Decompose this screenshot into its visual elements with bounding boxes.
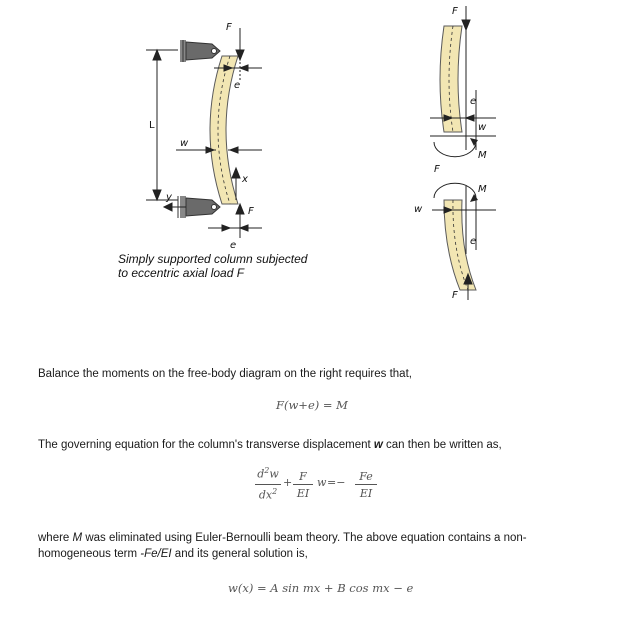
- p3-d: and its general solution is,: [171, 548, 308, 560]
- eq2-w: w: [269, 467, 279, 481]
- p2-text-a: The governing equation for the column's transverse displacement: [38, 439, 374, 451]
- eq2-sup: 2: [264, 466, 270, 475]
- label-e-right-bottom: e: [470, 236, 477, 247]
- moment-arc-top: [434, 142, 476, 157]
- p3-line-2: [38, 546, 527, 562]
- label-x: x: [242, 174, 248, 185]
- label-M-bottom: M: [478, 184, 487, 195]
- label-F-right-bottom: F: [452, 290, 458, 301]
- label-e-right-top: e: [470, 96, 477, 107]
- eq2-F: F: [299, 470, 307, 483]
- eq2-dx: dx: [258, 488, 273, 502]
- p3-term: -Fe/EI: [140, 548, 172, 560]
- p2-text-b: can then be written as,: [382, 439, 502, 451]
- p2-var-w: w: [373, 439, 383, 451]
- label-w-right-top: w: [478, 122, 487, 133]
- eq2-Fe: Fe: [359, 470, 373, 483]
- label-F-bottom: F: [248, 206, 254, 217]
- label-L: L: [149, 120, 155, 131]
- p3-line-1: [38, 530, 527, 546]
- label-F-right-top: F: [452, 6, 458, 17]
- p3-b: was eliminated using Euler-Bernoulli beam theory. The above equation contains a non-: [82, 532, 527, 544]
- p3-M: M: [72, 532, 83, 544]
- paragraph-moment-balance: Balance the moments on the free-body diagram on the right requires that,: [38, 368, 412, 380]
- eq2-EI: EI: [296, 487, 310, 500]
- label-e-bottom: e: [230, 240, 237, 251]
- eq2-eqminus: =−: [327, 476, 346, 489]
- eccentricity-bottom: [208, 225, 262, 231]
- label-y: y: [166, 192, 172, 203]
- eq2-wvar: w: [317, 476, 327, 489]
- eq2-d: d: [257, 467, 265, 481]
- top-pin-support: [180, 40, 220, 62]
- equation-general-solution: w(x) = A sin mx + B cos mx − e: [228, 581, 414, 595]
- caption-line-1: Simply supported column subjected: [118, 252, 308, 266]
- column-diagram: [0, 0, 640, 310]
- moment-arc-bottom: [434, 183, 476, 198]
- load-arrow-bottom: [236, 204, 244, 238]
- load-arrow-top: [236, 28, 244, 80]
- diagram-caption: [118, 252, 307, 280]
- eq2-plus: +: [283, 476, 293, 489]
- label-w-left: w: [180, 138, 189, 149]
- p3-a: where: [38, 532, 73, 544]
- equation-moment: F(w+e) = M: [276, 398, 348, 412]
- label-F-top: F: [226, 22, 232, 33]
- equation-governing: [255, 466, 385, 512]
- load-arrow-right-top: [462, 6, 470, 30]
- p3-c: homogeneous term: [38, 548, 141, 560]
- paragraph-euler-bernoulli: [38, 530, 527, 562]
- eq2-sup2: 2: [272, 487, 278, 496]
- caption-line-2: to eccentric axial load F: [118, 266, 245, 280]
- eq2-EI2: EI: [359, 487, 373, 500]
- label-e-top: e: [234, 80, 241, 91]
- label-F-right-mid: F: [434, 164, 440, 175]
- label-w-right-bottom: w: [414, 204, 423, 215]
- paragraph-governing: [38, 437, 502, 453]
- label-M-top: M: [478, 150, 487, 161]
